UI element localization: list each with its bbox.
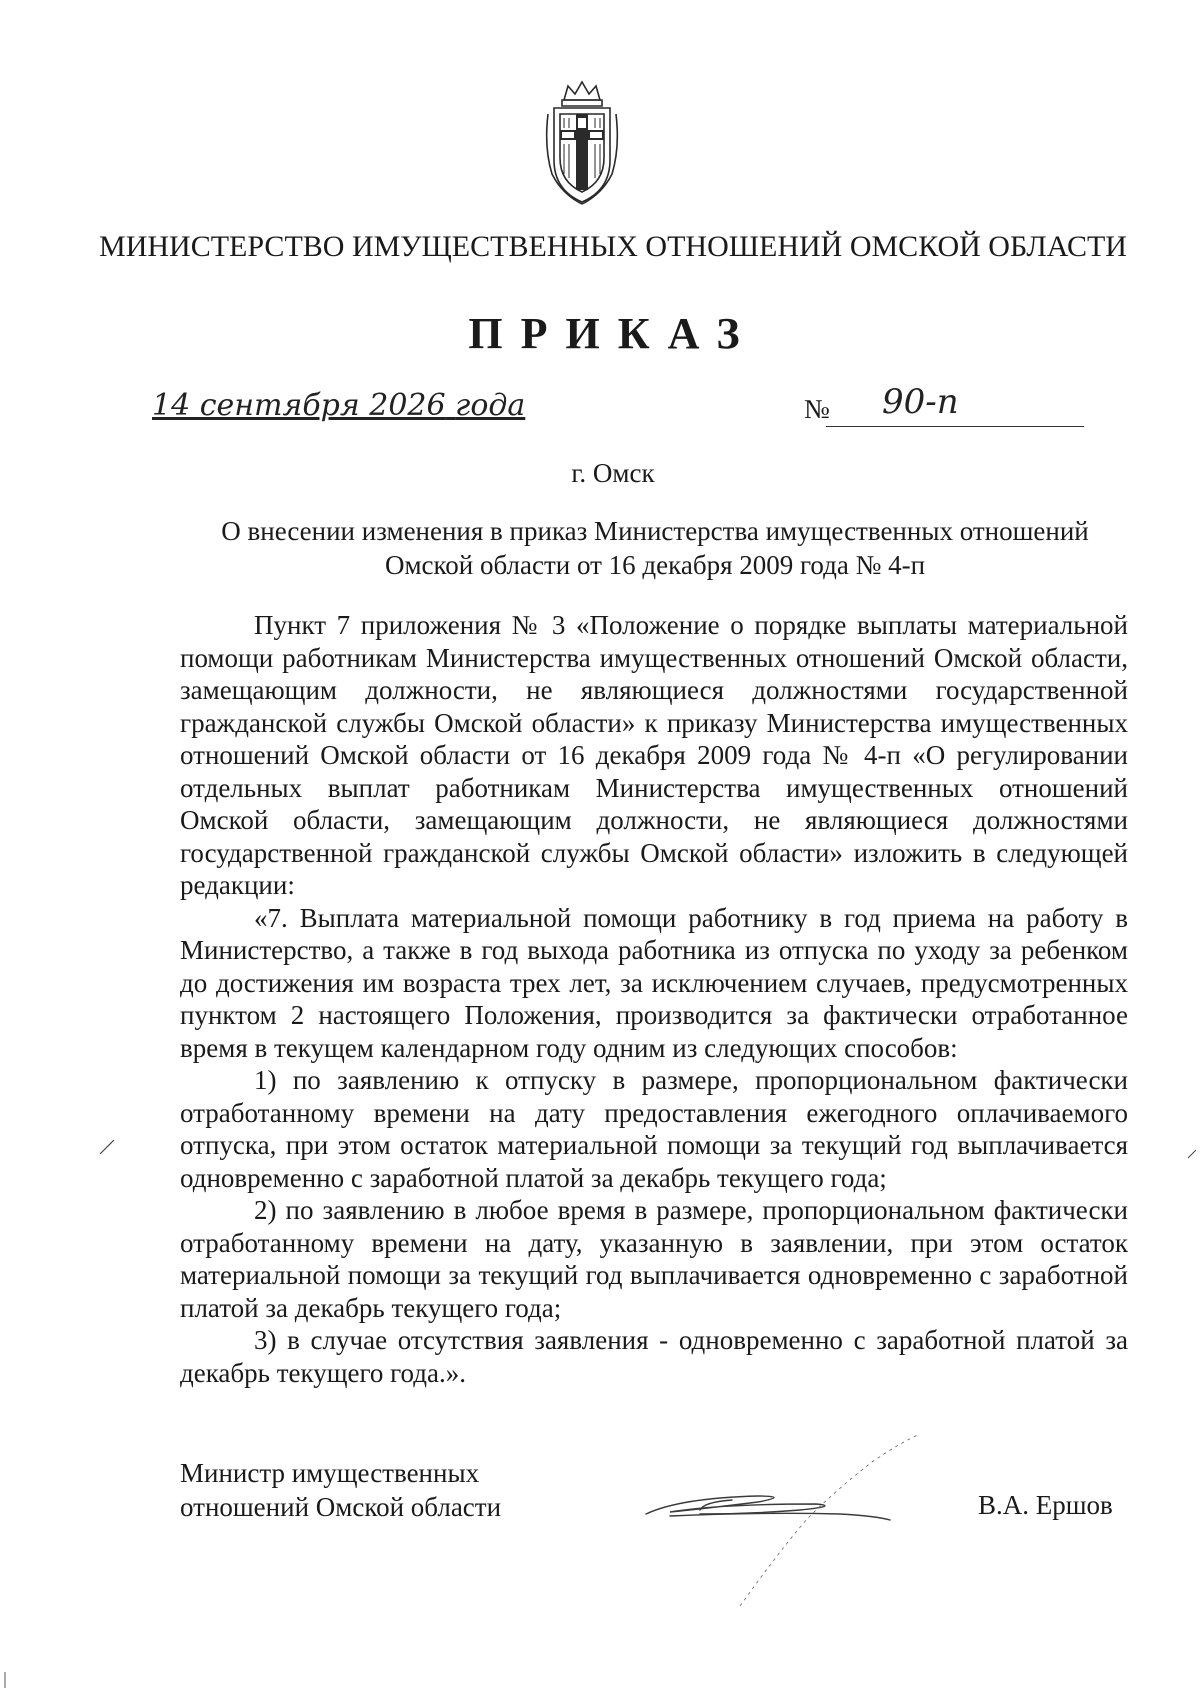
order-number-label: № bbox=[804, 394, 830, 424]
order-date bbox=[152, 388, 525, 423]
body-paragraph-option-2: 2) по заявлению в любое время в размере, пропорциональном фактически отработанному времени на дату, указанную в заявлении, при этом остаток материальной помощи за текущий год выплачивается одновременно с заработной платой за декабрь текущего года; bbox=[180, 1195, 1128, 1323]
signatory-position bbox=[180, 1456, 501, 1524]
scan-mark bbox=[0, 1670, 10, 1690]
document-title: ПРИКАЗ bbox=[468, 309, 758, 358]
order-number-handwritten: 90-п bbox=[882, 382, 959, 422]
ministry-name: МИНИСТЕРСТВО ИМУЩЕСТВЕННЫХ ОТНОШЕНИЙ ОМСКОЙ ОБЛАСТИ bbox=[99, 230, 1127, 263]
subject-line-2: Омской области от 16 декабря 2009 года № 4-п bbox=[384, 550, 926, 580]
handwritten-signature bbox=[640, 1400, 940, 1610]
body-paragraph-option-1: 1) по заявлению к отпуску в размере, пропорциональном фактически отработанному времени на дату предоставления ежегодного оплачиваемого отпуска, при этом остаток материальной помощи за текущий год выплачивается одновременно с заработной платой за декабрь текущего года; bbox=[180, 1065, 1128, 1193]
signatory-name: В.А. Ершов bbox=[978, 1490, 1113, 1520]
subject-line-1: О внесении изменения в приказ Министерства имущественных отношений bbox=[221, 516, 1089, 546]
order-number-underline bbox=[826, 426, 1084, 427]
order-body bbox=[180, 609, 1128, 1389]
city-name: г. Омск bbox=[571, 458, 655, 488]
order-date-handwritten: 14 сентября 2026 bbox=[152, 388, 446, 423]
body-paragraph-option-3: 3) в случае отсутствия заявления - одновременно с заработной платой за декабрь текущего года.». bbox=[180, 1325, 1128, 1388]
scan-mark bbox=[98, 1136, 118, 1156]
order-date-suffix: года bbox=[455, 388, 526, 423]
signatory-position-line-2: отношений Омской области bbox=[180, 1492, 502, 1522]
body-paragraph-preamble: Пункт 7 приложения № 3 «Положение о порядке выплаты материальной помощи работникам Министерства имущественных отношений Омской области, замещающим должности, не являющиеся должностями государственной гражданской службы Омской области» к приказу Министерства имущественных отношений Омской области от 16 декабря 2009 года № 4-п «О регулировании отдельных выплат работникам Министерства имущественных отношений Омской области, замещающим должности, не являющиеся должностями государственной гражданской службы Омской области» изложить в следующей редакции: bbox=[180, 610, 1128, 900]
coat-of-arms-emblem bbox=[542, 78, 622, 206]
signatory-position-line-1: Министр имущественных bbox=[180, 1458, 480, 1488]
order-subject bbox=[180, 514, 1130, 582]
body-paragraph-clause-7: «7. Выплата материальной помощи работнику в год приема на работу в Министерство, а также в год выхода работника из отпуска по уходу за ребенком до достижения им возраста трех лет, за исключением случаев, предусмотренных пунктом 2 настоящего Положения, производится за фактически отработанное время в текущем календарном году одним из следующих способов: bbox=[180, 902, 1128, 1063]
scan-mark bbox=[1186, 1148, 1198, 1160]
